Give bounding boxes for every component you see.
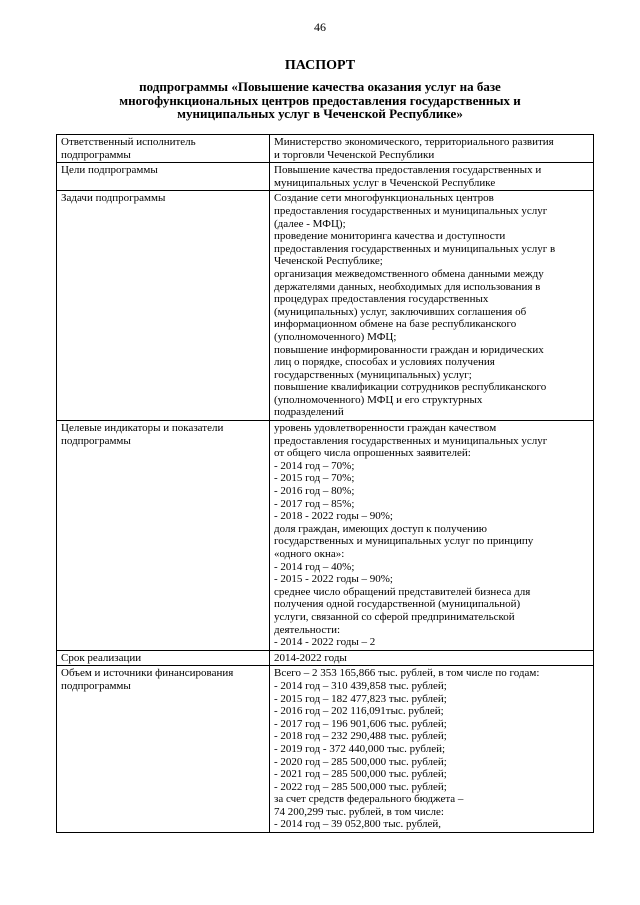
page-number: 46 [314,20,326,34]
passport-row [57,135,594,163]
value-line: лиц о порядке, способах и условиях получения [274,356,495,369]
value-line: организация межведомственного обмена данными между [274,267,544,280]
value-line: - 2014 год – 310 439,858 тыс. рублей; [274,679,447,692]
value-line: (далее - МФЦ); [274,217,346,230]
value-line: среднее число обращений представителей бизнеса для [274,585,531,598]
subtitle-line: многофункциональных центров предоставления государственных и [119,92,521,108]
value-line: государственных и муниципальных услуг по принципу [274,535,534,548]
value-line: Министерство экономического, территориального развития [274,136,554,148]
value-line: и торговли Чеченской Республики [274,148,435,161]
value-line: за счет средств федерального бюджета – [274,793,464,806]
row-label: Целевые индикаторы и показатели подпрограммы [57,421,270,651]
value-line: - 2021 год – 285 500,000 тыс. рублей; [274,768,447,781]
value-line: 2014-2022 годы [274,651,347,664]
value-line: предоставления государственных и муниципальных услуг [274,434,548,447]
subtitle-line: муниципальных услуг в Чеченской Республике» [177,106,463,121]
row-value [270,421,594,651]
value-line: - 2015 год – 182 477,823 тыс. рублей; [274,692,447,705]
value-line: информационном обмене на базе республиканского [274,318,517,331]
value-line: - 2019 год - 372 440,000 тыс. рублей; [274,742,446,755]
value-line: процедурах предоставления государственных [274,293,489,306]
value-line: держателями данных, необходимых для использования в [274,280,541,293]
value-line: - 2017 год – 196 901,606 тыс. рублей; [274,717,447,730]
document-title: ПАСПОРТ [284,58,356,73]
passport-row [57,163,594,191]
row-value [270,191,594,421]
value-line: - 2014 - 2022 годы – 2 [274,636,376,649]
subtitle-line: подпрограммы «Повышение качества оказания услуг на базе [139,79,501,94]
value-line: - 2022 год – 285 500,000 тыс. рублей; [274,780,447,793]
passport-row [57,421,594,651]
value-line: - 2018 год – 232 290,488 тыс. рублей; [274,730,447,743]
row-label: Задачи подпрограммы [57,191,270,421]
passport-row [57,666,594,833]
value-line: - 2015 год – 70%; [274,472,355,485]
value-line: получения одной государственной (муниципальной) [274,598,521,611]
value-line: уровень удовлетворенности граждан качеством [274,422,497,435]
value-line: повышение квалификации сотрудников республиканского [274,381,547,394]
passport-row [57,191,594,421]
value-line: предоставления государственных и муниципальных услуг [274,204,548,217]
value-line: «одного окна»: [274,548,345,560]
value-line: - 2014 год – 40%; [274,560,355,573]
value-line: деятельности: [274,623,341,636]
row-value [270,650,594,666]
value-line: - 2015 - 2022 годы – 90%; [274,573,393,586]
value-line: - 2018 - 2022 годы – 90%; [274,510,393,523]
value-line: - 2014 год – 39 052,800 тыс. рублей, [274,818,442,831]
value-line: муниципальных услуг в Чеченской Республике [274,176,496,189]
value-line: подразделений [274,406,344,419]
row-label: Срок реализации [57,650,270,666]
passport-table [56,134,594,833]
value-line: - 2020 год – 285 500,000 тыс. рублей; [274,755,447,768]
value-line: - 2016 год – 202 116,091тыс. рублей; [274,705,444,718]
value-line: Чеченской Республике; [274,255,383,268]
passport-row [57,650,594,666]
row-label: Ответственный исполнитель подпрограммы [57,135,270,163]
value-line: от общего числа опрошенных заявителей: [274,447,471,460]
value-line: (уполномоченного) МФЦ; [274,330,397,343]
row-value [270,163,594,191]
value-line: услуги, связанной со сферой предпринимательской [274,610,515,623]
value-line: Повышение качества предоставления государственных и [274,164,542,177]
document-subtitle [70,80,570,121]
value-line: - 2014 год – 70%; [274,459,355,472]
value-line: доля граждан, имеющих доступ к получению [274,522,487,535]
row-label: Объем и источники финансирования подпрограммы [57,666,270,833]
row-label: Цели подпрограммы [57,163,270,191]
value-line: государственных (муниципальных) услуг; [274,368,472,381]
value-line: Создание сети многофункциональных центров [274,192,494,205]
value-line: (уполномоченного) МФЦ и его структурных [274,393,483,406]
value-line: предоставления государственных и муниципальных услуг в [274,242,556,255]
value-line: повышение информированности граждан и юридических [274,343,544,356]
row-value [270,666,594,833]
passport-table-body [57,135,594,833]
row-value [270,135,594,163]
value-line: 74 200,299 тыс. рублей, в том числе: [274,805,444,818]
value-line: проведение мониторинга качества и доступности [274,230,506,243]
value-line: - 2017 год – 85%; [274,497,355,510]
value-line: (муниципальных) услуг, заключивших соглашения об [274,305,527,318]
value-line: Всего – 2 353 165,866 тыс. рублей, в том числе по годам: [274,667,540,680]
value-line: - 2016 год – 80%; [274,485,355,498]
